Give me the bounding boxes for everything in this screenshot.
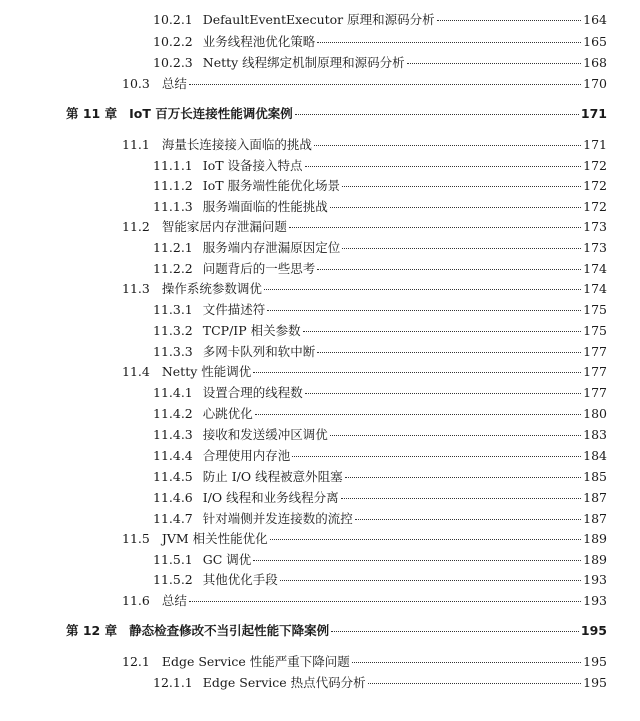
toc-entry-page: 195 bbox=[583, 654, 607, 669]
dot-leader bbox=[305, 393, 581, 394]
toc-entry-title: 业务线程池优化策略 bbox=[202, 34, 316, 49]
toc-entry-page: 171 bbox=[580, 106, 607, 121]
toc-entry-page: 164 bbox=[583, 12, 607, 27]
toc-section-entry bbox=[122, 593, 607, 609]
toc-entry-page: 171 bbox=[583, 137, 607, 152]
toc-subsection-entry bbox=[153, 199, 607, 215]
toc-entry-title: Edge Service 热点代码分析 bbox=[202, 675, 366, 690]
dot-leader bbox=[280, 580, 581, 581]
toc-entry-number: 10.2.1 bbox=[153, 12, 193, 27]
toc-chapter-entry bbox=[66, 106, 607, 122]
toc-entry-page: 183 bbox=[583, 427, 607, 442]
toc-entry-page: 177 bbox=[583, 344, 607, 359]
toc-section-entry bbox=[122, 219, 607, 235]
toc-entry-number: 11.5.2 bbox=[153, 572, 193, 587]
toc-entry-number: 第 12 章 bbox=[66, 623, 118, 638]
toc-entry-number: 11.3.2 bbox=[153, 323, 193, 338]
toc-entry-page: 165 bbox=[583, 34, 607, 49]
toc-subsection-entry bbox=[153, 448, 607, 464]
toc-subsection-entry bbox=[153, 406, 607, 422]
dot-leader bbox=[292, 456, 581, 457]
toc-entry-number: 11.4.1 bbox=[153, 385, 193, 400]
toc-entry-number: 12.1.1 bbox=[153, 675, 193, 690]
toc-entry-page: 174 bbox=[583, 281, 607, 296]
toc-chapter-entry bbox=[66, 623, 607, 639]
toc-entry-page: 177 bbox=[583, 364, 607, 379]
dot-leader bbox=[270, 539, 581, 540]
toc-entry-title: 心跳优化 bbox=[202, 406, 253, 421]
dot-leader bbox=[255, 414, 581, 415]
toc-entry-number: 10.2.3 bbox=[153, 55, 193, 70]
dot-leader bbox=[355, 519, 581, 520]
toc-entry-title: 合理使用内存池 bbox=[202, 448, 291, 463]
toc-entry-title: JVM 相关性能优化 bbox=[161, 531, 268, 546]
toc-entry-page: 185 bbox=[583, 469, 607, 484]
toc-subsection-entry bbox=[153, 55, 607, 71]
toc-subsection-entry bbox=[153, 490, 607, 506]
toc-entry-number: 11.2 bbox=[122, 219, 150, 234]
toc-subsection-entry bbox=[153, 178, 607, 194]
toc-entry-number: 11.1 bbox=[122, 137, 150, 152]
toc-entry-number: 11.5.1 bbox=[153, 552, 193, 567]
dot-leader bbox=[317, 352, 581, 353]
toc-entry-title: 总结 bbox=[161, 76, 187, 91]
toc-entry-number: 11.1.2 bbox=[153, 178, 193, 193]
dot-leader bbox=[264, 289, 581, 290]
toc-entry-number: 11.4.2 bbox=[153, 406, 193, 421]
toc-entry-page: 187 bbox=[583, 490, 607, 505]
dot-leader bbox=[352, 662, 581, 663]
toc-entry-number: 11.4.3 bbox=[153, 427, 193, 442]
dot-leader bbox=[330, 207, 581, 208]
toc-entry-number: 11.1.3 bbox=[153, 199, 193, 214]
toc-entry-number: 11.4.7 bbox=[153, 511, 193, 526]
toc-subsection-entry bbox=[153, 385, 607, 401]
dot-leader bbox=[314, 145, 581, 146]
toc-entry-title: DefaultEventExecutor 原理和源码分析 bbox=[202, 12, 435, 27]
toc-entry-page: 180 bbox=[583, 406, 607, 421]
toc-subsection-entry bbox=[153, 12, 607, 28]
dot-leader bbox=[342, 186, 581, 187]
toc-entry-title: I/O 线程和业务线程分离 bbox=[202, 490, 339, 505]
toc-subsection-entry bbox=[153, 240, 607, 256]
toc-entry-title: 服务端内存泄漏原因定位 bbox=[202, 240, 341, 255]
dot-leader bbox=[189, 601, 581, 602]
toc-entry-page: 173 bbox=[583, 240, 607, 255]
toc-entry-page: 175 bbox=[583, 323, 607, 338]
dot-leader bbox=[303, 331, 582, 332]
dot-leader bbox=[342, 248, 581, 249]
toc-entry-title: IoT 设备接入特点 bbox=[202, 158, 303, 173]
toc-entry-page: 193 bbox=[583, 572, 607, 587]
dot-leader bbox=[331, 631, 579, 632]
toc-entry-title: 文件描述符 bbox=[202, 302, 266, 317]
dot-leader bbox=[317, 42, 581, 43]
toc-subsection-entry bbox=[153, 34, 607, 50]
toc-entry-page: 195 bbox=[580, 623, 607, 638]
toc-subsection-entry bbox=[153, 427, 607, 443]
toc-entry-page: 174 bbox=[583, 261, 607, 276]
dot-leader bbox=[253, 372, 581, 373]
dot-leader bbox=[295, 114, 579, 115]
toc-entry-page: 172 bbox=[583, 158, 607, 173]
toc-entry-number: 11.4.5 bbox=[153, 469, 193, 484]
toc-entry-title: 针对端侧并发连接数的流控 bbox=[202, 511, 353, 526]
dot-leader bbox=[437, 20, 582, 21]
toc-entry-page: 184 bbox=[583, 448, 607, 463]
toc-entry-title: 其他优化手段 bbox=[202, 572, 278, 587]
toc-subsection-entry bbox=[153, 158, 607, 174]
toc-section-entry bbox=[122, 364, 607, 380]
toc-entry-number: 11.3.1 bbox=[153, 302, 193, 317]
toc-entry-number: 第 11 章 bbox=[66, 106, 118, 121]
toc-entry-page: 168 bbox=[583, 55, 607, 70]
toc-entry-number: 11.2.2 bbox=[153, 261, 193, 276]
toc-entry-title: 设置合理的线程数 bbox=[202, 385, 303, 400]
toc-subsection-entry bbox=[153, 675, 607, 691]
toc-entry-number: 11.3.3 bbox=[153, 344, 193, 359]
toc-subsection-entry bbox=[153, 469, 607, 485]
toc-entry-page: 187 bbox=[583, 511, 607, 526]
dot-leader bbox=[330, 435, 581, 436]
toc-entry-title: IoT 百万长连接性能调优案例 bbox=[129, 106, 293, 121]
toc-section-entry bbox=[122, 137, 607, 153]
dot-leader bbox=[305, 166, 582, 167]
toc-entry-page: 175 bbox=[583, 302, 607, 317]
toc-subsection-entry bbox=[153, 323, 607, 339]
toc-entry-title: 防止 I/O 线程被意外阻塞 bbox=[202, 469, 343, 484]
toc-entry-page: 177 bbox=[583, 385, 607, 400]
toc-entry-number: 11.4.4 bbox=[153, 448, 193, 463]
dot-leader bbox=[189, 84, 581, 85]
toc-entry-number: 10.3 bbox=[122, 76, 150, 91]
toc-entry-page: 189 bbox=[583, 552, 607, 567]
toc-entry-number: 11.2.1 bbox=[153, 240, 193, 255]
dot-leader bbox=[345, 477, 582, 478]
toc-entry-title: 静态检查修改不当引起性能下降案例 bbox=[129, 623, 330, 638]
dot-leader bbox=[267, 310, 581, 311]
toc-entry-number: 10.2.2 bbox=[153, 34, 193, 49]
toc-subsection-entry bbox=[153, 302, 607, 318]
toc-entry-page: 173 bbox=[583, 219, 607, 234]
toc-entry-number: 11.1.1 bbox=[153, 158, 193, 173]
toc-entry-number: 11.3 bbox=[122, 281, 150, 296]
toc-subsection-entry bbox=[153, 261, 607, 277]
toc-subsection-entry bbox=[153, 511, 607, 527]
toc-entry-title: Netty 性能调优 bbox=[161, 364, 252, 379]
toc-section-entry bbox=[122, 531, 607, 547]
toc-entry-number: 11.4 bbox=[122, 364, 150, 379]
toc-entry-number: 12.1 bbox=[122, 654, 150, 669]
toc-section-entry bbox=[122, 654, 607, 670]
toc-entry-number: 11.4.6 bbox=[153, 490, 193, 505]
toc-subsection-entry bbox=[153, 552, 607, 568]
toc-subsection-entry bbox=[153, 572, 607, 588]
dot-leader bbox=[289, 227, 581, 228]
toc-entry-title: 多网卡队列和软中断 bbox=[202, 344, 316, 359]
toc-entry-title: 智能家居内存泄漏问题 bbox=[161, 219, 287, 234]
dot-leader bbox=[317, 269, 581, 270]
toc-entry-page: 170 bbox=[583, 76, 607, 91]
toc-entry-title: GC 调优 bbox=[202, 552, 252, 567]
dot-leader bbox=[253, 560, 581, 561]
toc-entry-title: 接收和发送缓冲区调优 bbox=[202, 427, 328, 442]
toc-entry-title: 总结 bbox=[161, 593, 187, 608]
toc-entry-title: 问题背后的一些思考 bbox=[202, 261, 316, 276]
toc-entry-title: Netty 线程绑定机制原理和源码分析 bbox=[202, 55, 405, 70]
toc-section-entry bbox=[122, 281, 607, 297]
toc-entry-title: IoT 服务端性能优化场景 bbox=[202, 178, 341, 193]
toc-entry-title: 海量长连接接入面临的挑战 bbox=[161, 137, 312, 152]
toc-entry-number: 11.6 bbox=[122, 593, 150, 608]
toc-entry-page: 193 bbox=[583, 593, 607, 608]
toc-subsection-entry bbox=[153, 344, 607, 360]
dot-leader bbox=[368, 683, 582, 684]
toc-entry-title: 服务端面临的性能挑战 bbox=[202, 199, 328, 214]
toc-entry-number: 11.5 bbox=[122, 531, 150, 546]
toc-entry-page: 195 bbox=[583, 675, 607, 690]
toc-entry-title: Edge Service 性能严重下降问题 bbox=[161, 654, 350, 669]
dot-leader bbox=[407, 63, 581, 64]
toc-entry-page: 172 bbox=[583, 178, 607, 193]
toc-entry-title: TCP/IP 相关参数 bbox=[202, 323, 301, 338]
toc-entry-page: 189 bbox=[583, 531, 607, 546]
toc-entry-page: 172 bbox=[583, 199, 607, 214]
toc-section-entry bbox=[122, 76, 607, 92]
toc-entry-title: 操作系统参数调优 bbox=[161, 281, 262, 296]
dot-leader bbox=[341, 498, 582, 499]
